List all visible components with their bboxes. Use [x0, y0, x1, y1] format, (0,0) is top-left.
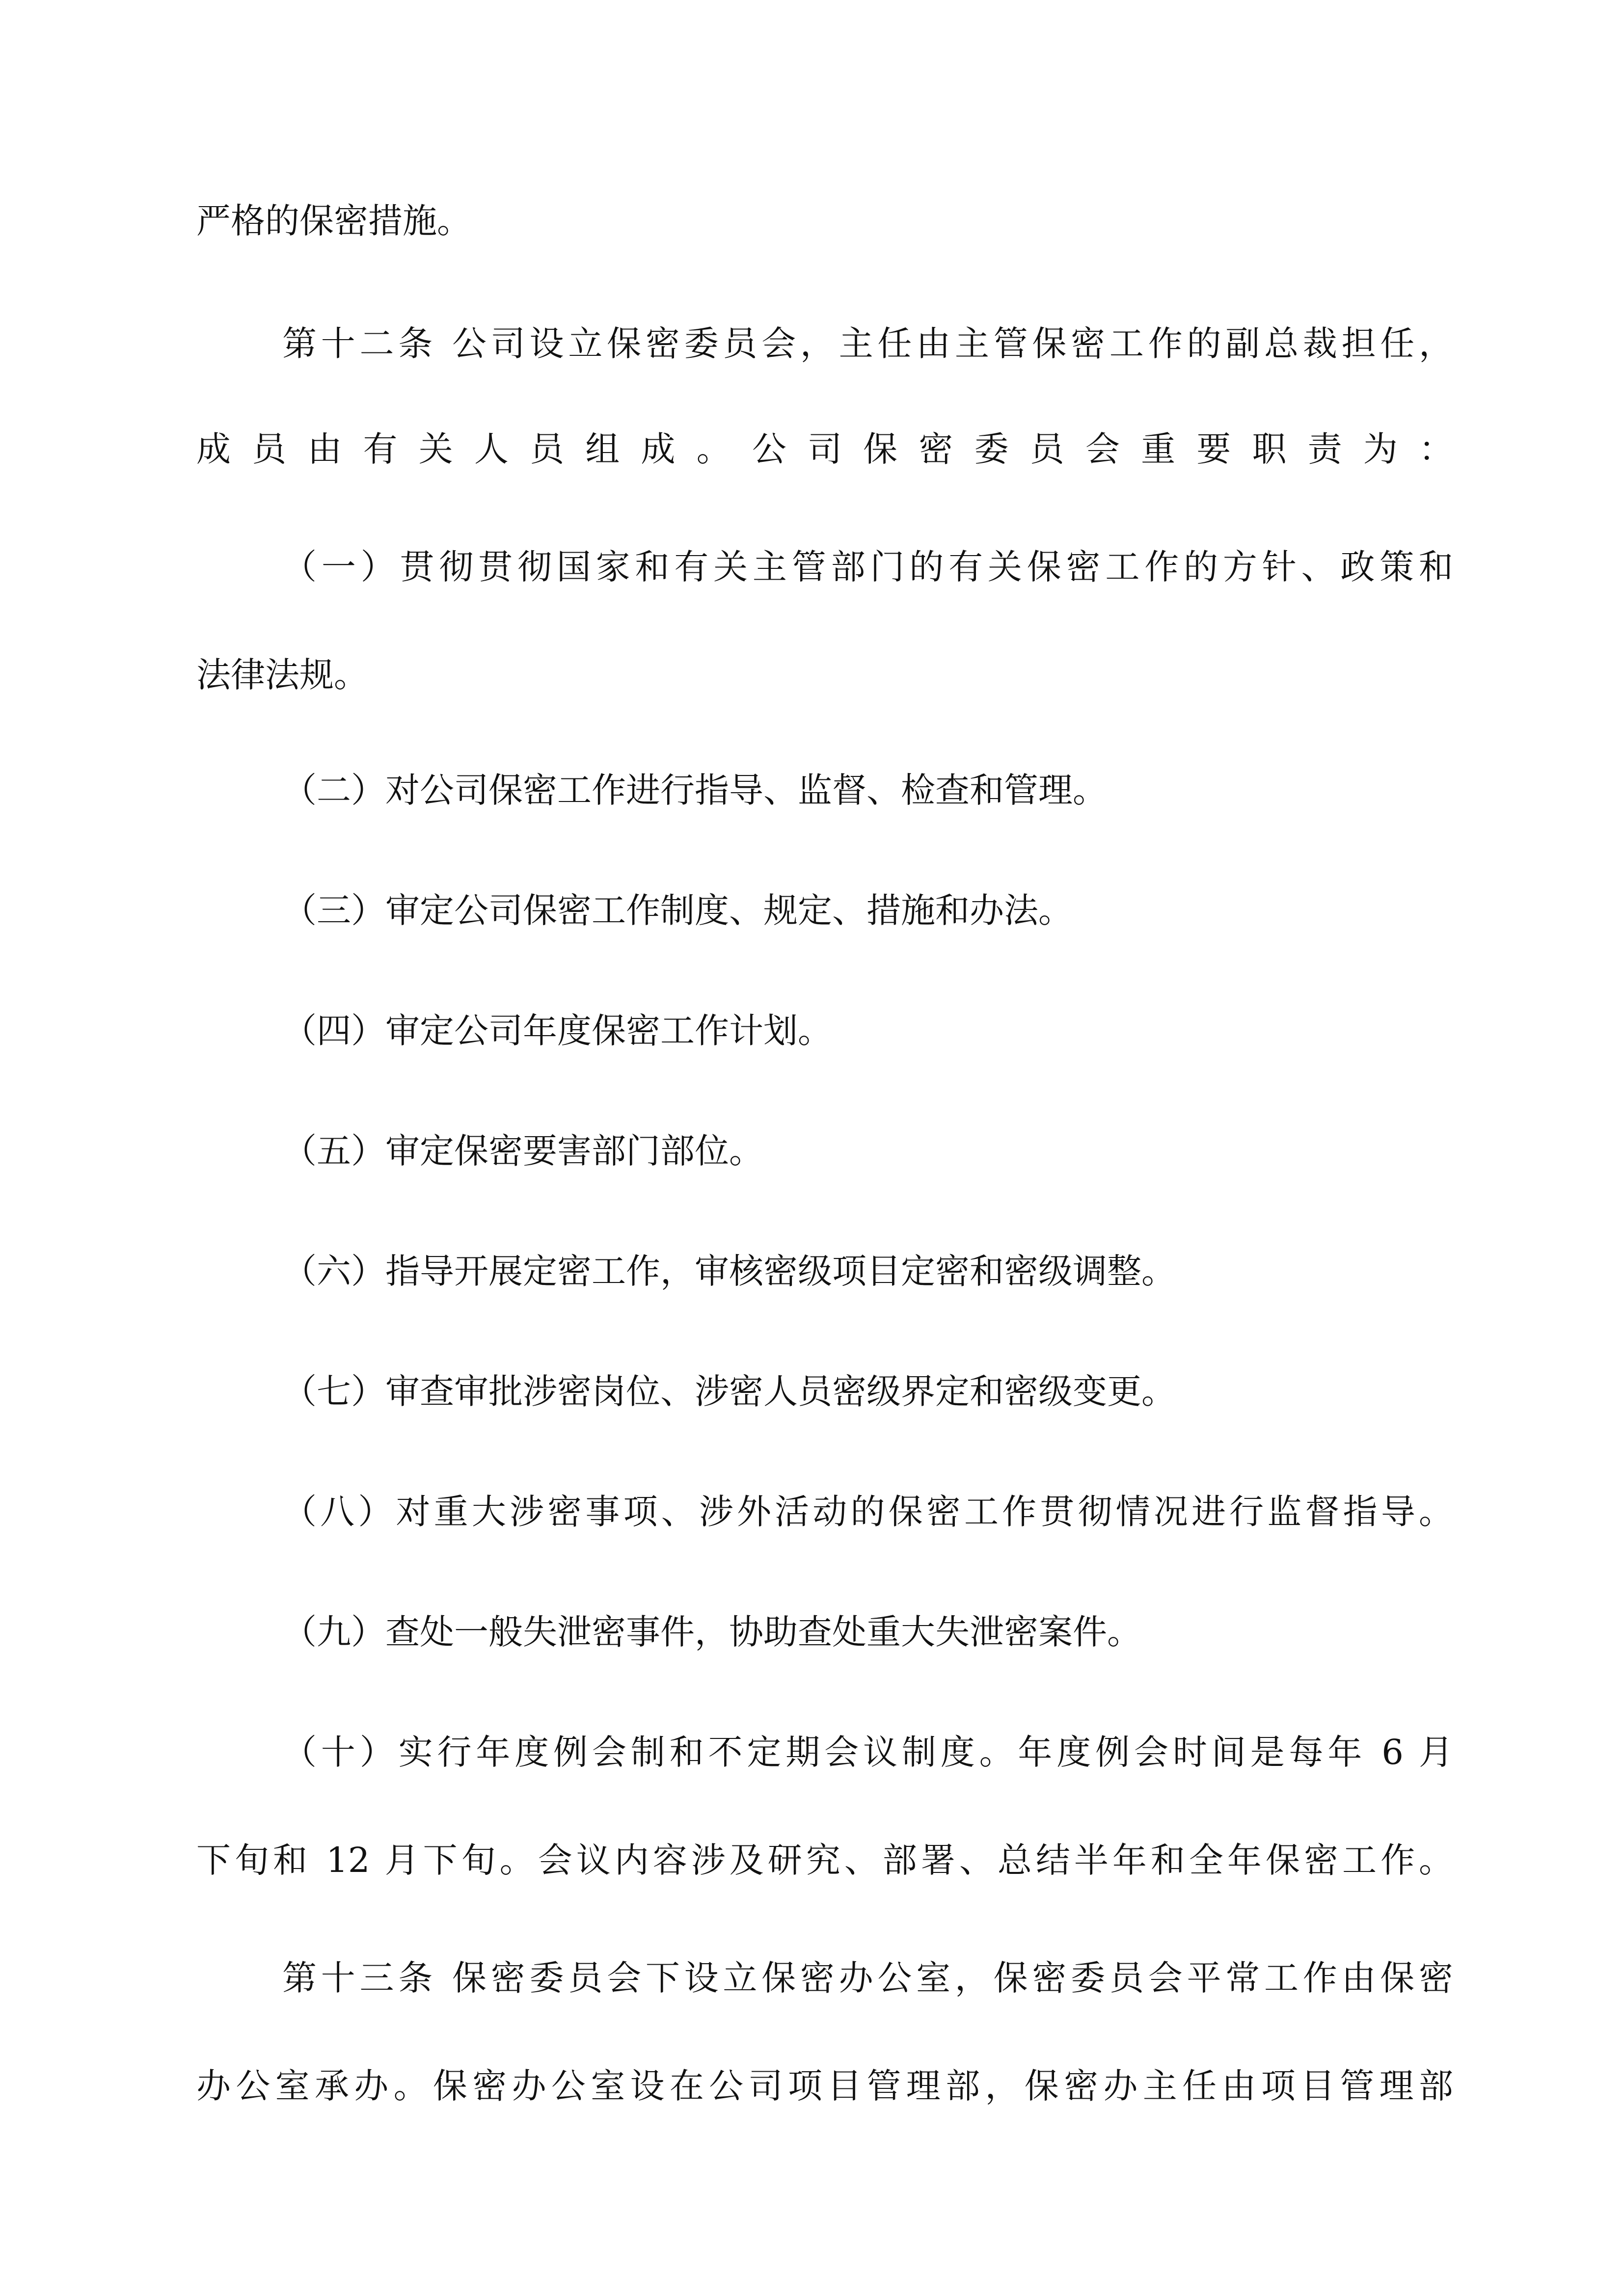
text-line-3: 成员由有关人员组成。公司保密委员会重要职责为： — [196, 429, 1453, 469]
text-line-17: 办公室承办。保密办公室设在公司项目管理部，保密办主任由项目管理部 — [196, 2066, 1453, 2106]
text-line-8: （四）审定公司年度保密工作计划。 — [282, 1011, 832, 1051]
text-line-5: 法律法规。 — [196, 655, 368, 695]
text-line-4: （一）贯彻贯彻国家和有关主管部门的有关保密工作的方针、政策和 — [282, 547, 1453, 587]
text-line-7: （三）审定公司保密工作制度、规定、措施和办法。 — [282, 890, 1073, 931]
text-line-10: （六）指导开展定密工作，审核密级项目定密和密级调整。 — [282, 1251, 1176, 1291]
text-line-12: （八）对重大涉密事项、涉外活动的保密工作贯彻情况进行监督指导。 — [282, 1492, 1453, 1532]
text-line-2: 第十二条 公司设立保密委员会，主任由主管保密工作的副总裁担任， — [282, 323, 1453, 364]
text-line-1: 严格的保密措施。 — [196, 201, 471, 241]
text-line-11: （七）审查审批涉密岗位、涉密人员密级界定和密级变更。 — [282, 1371, 1176, 1412]
text-line-15: 下旬和 12 月下旬。会议内容涉及研究、部署、总结半年和全年保密工作。 — [196, 1840, 1453, 1880]
text-line-9: （五）审定保密要害部门部位。 — [282, 1131, 763, 1171]
text-line-13: （九）查处一般失泄密事件，协助查处重大失泄密案件。 — [282, 1612, 1141, 1652]
text-line-6: （二）对公司保密工作进行指导、监督、检查和管理。 — [282, 770, 1107, 810]
text-line-14: （十）实行年度例会制和不定期会议制度。年度例会时间是每年 6 月 — [282, 1732, 1453, 1772]
text-line-16: 第十三条 保密委员会下设立保密办公室，保密委员会平常工作由保密 — [282, 1958, 1453, 1998]
